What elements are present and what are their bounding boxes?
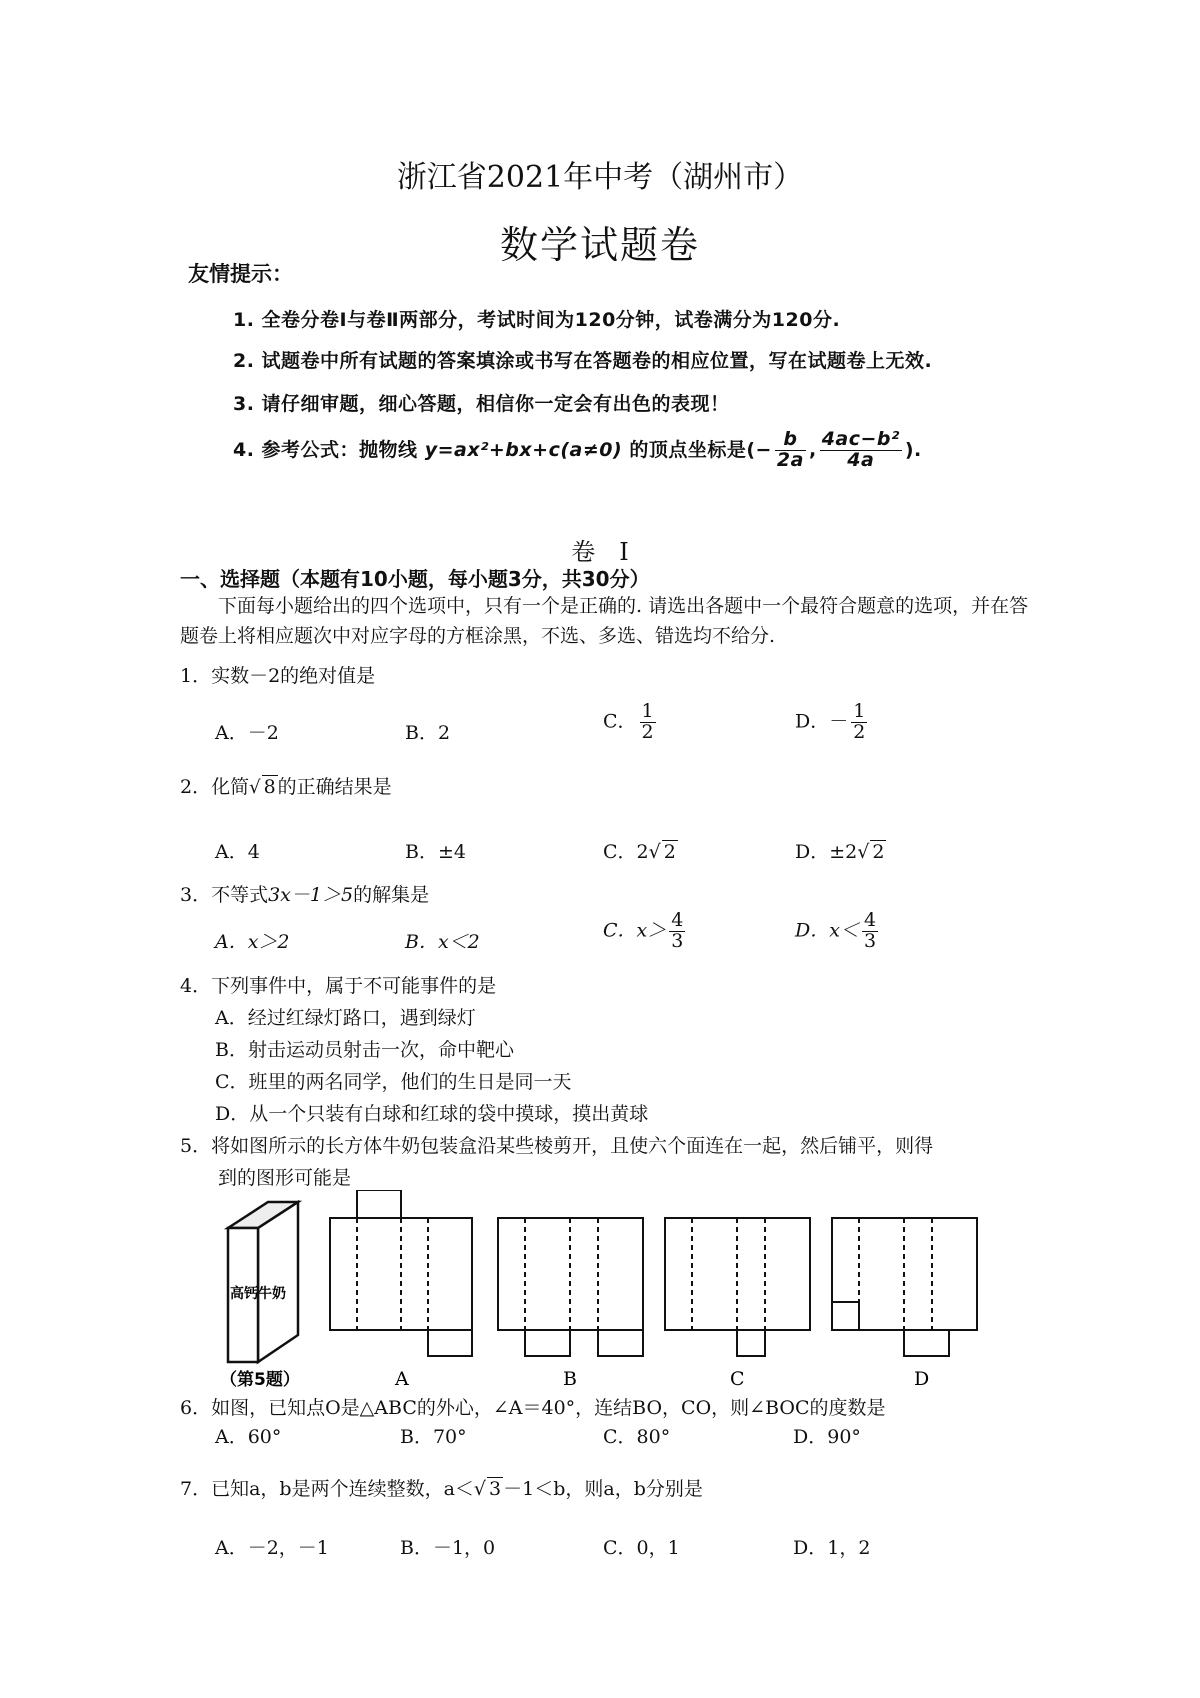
net-label-c: C (730, 1368, 745, 1390)
fraction-neg-one-half: $\frac{1}{2}$ (853, 700, 866, 743)
radical-8: 8 (263, 776, 276, 798)
net-option-b (498, 1218, 643, 1356)
fraction-b-over-2a: $\frac{b}{2a}$ (776, 428, 804, 471)
question-1-option-b: B．2 (405, 722, 451, 744)
exam-title: 浙江省2021年中考（湖州市） (396, 160, 804, 195)
question-6-stem: 6．如图，已知点O是△ABC的外心，∠A＝40°，连结BO，CO，则∠BOC的度数是 (180, 1397, 886, 1419)
question-7-stem: 7．已知a，b是两个连续整数，a＜√ 3 －1＜b，则a，b分别是 (180, 1478, 703, 1500)
question-5-figure (220, 1190, 1020, 1390)
question-3-option-a: A．x＞2 (215, 931, 290, 953)
formula-end: ). (904, 438, 922, 461)
milk-box-illustration (228, 1202, 298, 1362)
radical-3: 3 (489, 1478, 502, 1500)
section-heading: 一、选择题（本题有10小题，每小题3分，共30分） (180, 567, 650, 591)
question-6-option-c: C．80° (603, 1426, 671, 1448)
formula-middle: 的顶点坐标是(− (629, 438, 772, 461)
question-5-stem-line1: 5．将如图所示的长方体牛奶包装盒沿某些棱剪开，且使六个面连在一起，然后铺平，则得 (180, 1135, 934, 1157)
formula-equation: y=ax²+bx+c(a≠0) (424, 438, 623, 461)
milk-box-label: 高钙牛奶 (230, 1286, 286, 1302)
question-2-option-c: C．2√ 2 (603, 841, 676, 863)
question-3-option-c: C．x＞ $\frac{4}{3}$ (603, 909, 684, 952)
question-1-option-d: D．－ $\frac{1}{2}$ (795, 700, 866, 743)
question-7-option-d: D．1，2 (793, 1537, 871, 1559)
tip-item-1: 1. 全卷分卷Ⅰ与卷Ⅱ两部分，考试时间为120分钟，试卷满分为120分. (233, 309, 841, 331)
question-6-option-d: D．90° (793, 1426, 861, 1448)
question-7-option-a: A．－2，－1 (215, 1537, 329, 1559)
question-6-option-b: B．70° (400, 1426, 467, 1448)
formula-prefix: 4. 参考公式：抛物线 (233, 438, 418, 461)
question-4-option-d: D．从一个只装有白球和红球的袋中摸球，摸出黄球 (215, 1103, 649, 1125)
figure-caption: （第5题） (220, 1370, 300, 1390)
tip-item-4-formula: 4. 参考公式：抛物线 y=ax²+bx+c(a≠0) 的顶点坐标是(− $\frac{b}{2a}$ , $\frac{\text{4ac−b²}}{4a}$ ). (233, 428, 922, 471)
tip-item-2: 2. 试题卷中所有试题的答案填涂或书写在答题卷的相应位置，写在试题卷上无效. (233, 350, 933, 372)
question-6-option-a: A．60° (215, 1426, 282, 1448)
fraction-vertex-y: $\frac{\text{4ac−b²}}{4a}$ (821, 428, 900, 471)
net-label-b: B (563, 1368, 577, 1390)
question-4-option-c: C．班里的两名同学，他们的生日是同一天 (215, 1071, 572, 1093)
question-4-stem: 4．下列事件中，属于不可能事件的是 (180, 975, 497, 997)
net-label-d: D (914, 1368, 930, 1390)
net-option-a (330, 1190, 472, 1356)
net-option-c (665, 1218, 810, 1356)
question-1-stem: 1．实数－2的绝对值是 (180, 665, 376, 687)
question-4-option-b: B．射击运动员射击一次，命中靶心 (215, 1039, 514, 1061)
question-3-stem: 3．不等式3x－1＞5的解集是 (180, 884, 430, 906)
question-2-option-a: A．4 (215, 841, 260, 863)
question-2-option-b: B．±4 (405, 841, 466, 863)
question-2-stem: 2．化简√ 8 的正确结果是 (180, 776, 392, 798)
question-3-option-b: B．x＜2 (405, 931, 480, 953)
question-7-option-c: C．0，1 (603, 1537, 680, 1559)
question-1-option-c: C． $\frac{1}{2}$ (603, 700, 654, 743)
tips-heading: 友情提示： (188, 262, 293, 286)
volume-title: 卷 Ⅰ (571, 538, 629, 566)
question-3-option-d: D．x＜ $\frac{4}{3}$ (795, 909, 877, 952)
question-7-option-b: B．－1，0 (400, 1537, 496, 1559)
tip-item-3: 3. 请仔细审题，细心答题，相信你一定会有出色的表现！ (233, 393, 730, 415)
net-label-a: A (395, 1368, 409, 1390)
section-intro: 下面每小题给出的四个选项中，只有一个是正确的. 请选出各题中一个最符合题意的选项，并在答题卷上将相应题次中对应字母的方框涂黑，不选、多选、错选均不给分. (180, 595, 1029, 647)
question-5-stem-line2: 到的图形可能是 (218, 1167, 352, 1189)
question-4-option-a: A．经过红绿灯路口，遇到绿灯 (215, 1007, 476, 1029)
net-option-d (832, 1218, 977, 1356)
exam-subtitle: 数学试题卷 (499, 223, 700, 267)
question-2-option-d: D．±2√ 2 (795, 841, 885, 863)
fraction-one-half: $\frac{1}{2}$ (641, 700, 654, 743)
question-1-option-a: A．－2 (215, 722, 279, 744)
